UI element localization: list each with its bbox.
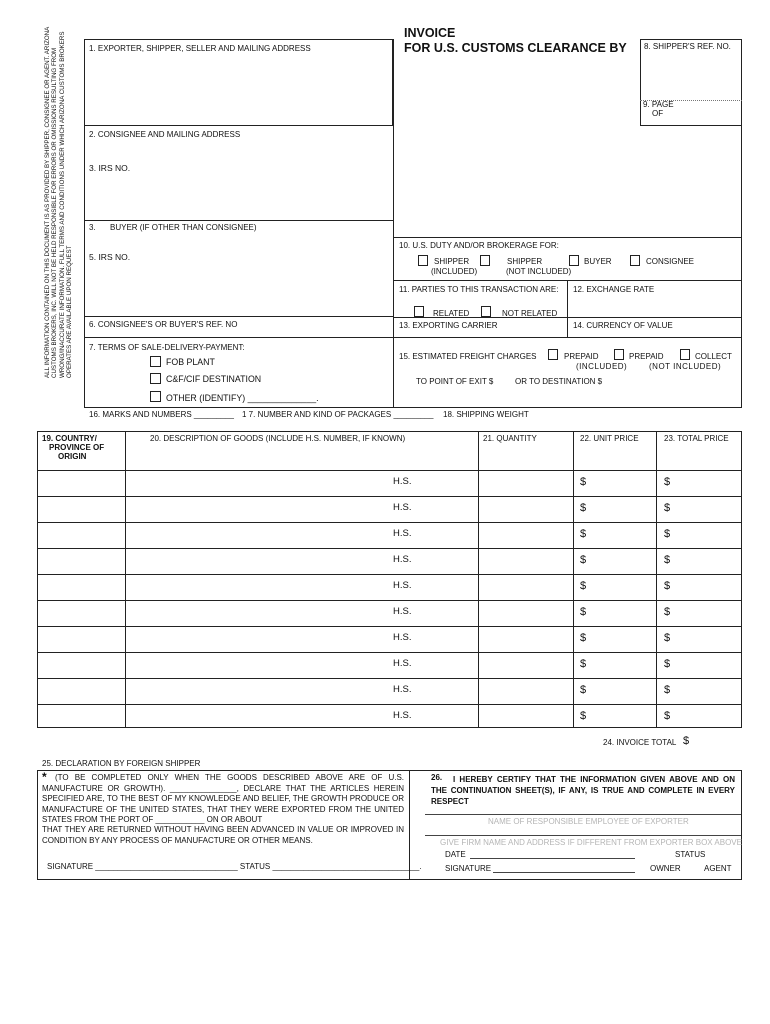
row-total-price[interactable]: $ [664,502,671,514]
row-hs[interactable]: H.S. [393,528,412,539]
divider-buyer [84,220,393,221]
label-prepaid-not-included: (NOT INCLUDED) [649,362,722,371]
label-page: 9. PAGE [643,100,674,109]
row-total-price[interactable]: $ [664,580,671,592]
table-row [37,704,742,705]
header-country: 19. COUNTRY/ [42,434,97,443]
row-hs[interactable]: H.S. [393,554,412,565]
row-unit-price[interactable]: $ [580,658,587,670]
label-cf: C&F/CIF DESTINATION [166,374,262,384]
label-declaration: 25. DECLARATION BY FOREIGN SHIPPER [42,759,201,768]
table-row [37,600,742,601]
form-title-line1: INVOICE [404,26,456,40]
checkbox-shipper-included[interactable] [418,255,428,266]
label-shipper-included: SHIPPER [434,257,470,266]
row-hs[interactable]: H.S. [393,710,412,721]
label-terms: 7. TERMS OF SALE-DELIVERY-PAYMENT: [89,343,245,352]
row-hs[interactable]: H.S. [393,476,412,487]
label-prepaid-1: PREPAID [564,352,599,361]
col-divider-1 [125,431,126,728]
label-weight: 18. SHIPPING WEIGHT [443,410,529,419]
signature-left[interactable]: SIGNATURE ________________________________ STATUS _________________________________. [47,862,422,871]
label-to-exit: TO POINT OF EXIT $ [416,377,494,386]
header-total-price: 23. TOTAL PRICE [664,434,729,443]
label-freight: 15. ESTIMATED FREIGHT CHARGES [399,352,537,361]
header-province: PROVINCE OF [49,443,105,452]
row-total-price[interactable]: $ [664,606,671,618]
label-collect: COLLECT [695,352,732,361]
row-unit-price[interactable]: $ [580,710,587,722]
checkbox-collect[interactable] [680,349,690,360]
decl-star: * [42,770,47,784]
col-divider-3 [573,431,574,728]
divider-13 [393,317,742,318]
checkbox-cf[interactable] [150,373,161,384]
row-unit-price[interactable]: $ [580,684,587,696]
label-date: DATE [445,850,466,859]
header-description: 20. DESCRIPTION OF GOODS (INCLUDE H.S. NUMBER, IF KNOWN) [150,434,406,443]
label-or-dest: OR TO DESTINATION $ [515,377,603,386]
label-buyer: BUYER (IF OTHER THAN CONSIGNEE) [110,223,257,232]
label-status: STATUS [675,850,706,859]
row-hs[interactable]: H.S. [393,580,412,591]
divider-6 [84,316,393,317]
label-prepaid-2: PREPAID [629,352,664,361]
goods-table [37,431,742,728]
invoice-total-dollar: $ [683,735,690,747]
table-row [37,626,742,627]
date-line[interactable] [470,858,635,859]
row-total-price[interactable]: $ [664,528,671,540]
table-row [37,652,742,653]
checkbox-not-related[interactable] [481,306,491,317]
label-page-of: OF [652,109,664,118]
row-total-price[interactable]: $ [664,710,671,722]
line-firm [425,835,741,836]
checkbox-related[interactable] [414,306,424,317]
label-related: RELATED [433,309,470,318]
row-total-price[interactable]: $ [664,684,671,696]
decl-text: (TO BE COMPLETED ONLY WHEN THE GOODS DESCRIBED ABOVE ARE OF U.S. MANUFACTURE OR GROWTH). _______________, DECLARE THAT THE ARTICLES HEREIN SPECIFIED ARE, TO THE BEST OF MY KNOWLEDGE AND BELIEF, THE GROWTH PRODUCE OR MANUFACTURE OF THE UNITED STATES, THAT THEY WERE EXPORTED FROM THE UNITED STATES FROM THE PORT OF ___________ ON OR ABOUT [42,773,404,824]
form-title-line2: FOR U.S. CUSTOMS CLEARANCE BY [404,41,627,55]
label-marks: 16. MARKS AND NUMBERS _________ [89,410,234,419]
row-unit-price[interactable]: $ [580,580,587,592]
label-irs-3: 3. IRS NO. [89,163,131,173]
label-currency: 14. CURRENCY OF VALUE [573,321,673,330]
label-carrier: 13. EXPORTING CARRIER [399,321,498,330]
divider-7 [84,337,742,338]
row-unit-price[interactable]: $ [580,554,587,566]
label-shipper-not-included: SHIPPER [507,257,543,266]
label-fob: FOB PLANT [166,357,215,367]
row-total-price[interactable]: $ [664,658,671,670]
table-row [37,470,742,471]
checkbox-buyer[interactable] [569,255,579,266]
label-invoice-total: 24. INVOICE TOTAL [603,738,677,747]
label-exporter: 1. EXPORTER, SHIPPER, SELLER AND MAILING ADDRESS [89,44,311,53]
col-divider-4 [656,431,657,728]
header-unit-price: 22. UNIT PRICE [580,434,639,443]
label-exchange-rate: 12. EXCHANGE RATE [573,285,655,294]
signature-line[interactable] [493,872,635,873]
certify-text: I HEREBY CERTIFY THAT THE INFORMATION GIVEN ABOVE AND ON THE CONTINUATION SHEET(S), IF ANY, IS TRUE AND COMPLETE IN EVERY RESPECT [431,775,735,806]
label-26-num: 26. [431,773,443,782]
line-emp [425,814,741,815]
row-unit-price[interactable]: $ [580,606,587,618]
label-duty: 10. U.S. DUTY AND/OR BROKERAGE FOR: [399,241,559,250]
label-consignee-check: CONSIGNEE [646,257,695,266]
row-unit-price[interactable]: $ [580,528,587,540]
checkbox-consignee[interactable] [630,255,640,266]
label-buyer-num: 3. [89,223,96,232]
table-row [37,522,742,523]
label-parties: 11. PARTIES TO THIS TRANSACTION ARE: [399,285,559,294]
label-firm-name: GIVE FIRM NAME AND ADDRESS IF DIFFERENT FROM EXPORTER BOX ABOVE [440,838,742,847]
divider-11-12 [567,280,568,337]
checkbox-fob[interactable] [150,356,161,367]
divider-16 [84,407,742,408]
row-hs[interactable]: H.S. [393,684,412,695]
vertical-divider [393,39,394,408]
checkbox-shipper-not-included[interactable] [480,255,490,266]
row-hs[interactable]: H.S. [393,606,412,617]
label-ref-no: 6. CONSIGNEE'S OR BUYER'S REF. NO [89,320,238,329]
label-shipper-ref: 8. SHIPPER'S REF. NO. [644,42,731,51]
label-consignee: 2. CONSIGNEE AND MAILING ADDRESS [89,130,241,139]
row-unit-price[interactable]: $ [580,476,587,488]
row-unit-price[interactable]: $ [580,502,587,514]
header-quantity: 21. QUANTITY [483,434,537,443]
label-signature: SIGNATURE [445,864,492,873]
label-not-included: (NOT INCLUDED) [506,267,572,276]
label-prepaid-included: (INCLUDED) [576,362,628,371]
table-row [37,574,742,575]
header-origin: ORIGIN [58,452,87,461]
decl-text-2: THAT THEY ARE RETURNED WITHOUT HAVING BEEN ADVANCED IN VALUE OR IMPROVED IN CONDITION BY ANY PROCESS OF MANUFACTURE OR OTHER MEANS. [42,825,404,845]
row-unit-price[interactable]: $ [580,632,587,644]
label-not-related: NOT RELATED [502,309,558,318]
checkbox-other[interactable] [150,391,161,402]
table-row [37,678,742,679]
col-divider-2 [478,431,479,728]
row-total-price[interactable]: $ [664,554,671,566]
table-row [37,548,742,549]
label-emp-name: NAME OF RESPONSIBLE EMPLOYEE OF EXPORTER [488,817,689,826]
label-packages: 1 7. NUMBER AND KIND OF PACKAGES _________ [242,410,434,419]
label-agent: AGENT [704,864,732,873]
label-irs-5: 5. IRS NO. [89,252,131,262]
row-hs[interactable]: H.S. [393,632,412,643]
label-other: OTHER (IDENTIFY) ______________. [166,393,319,403]
row-hs[interactable]: H.S. [393,502,412,513]
row-total-price[interactable]: $ [664,632,671,644]
divider-10 [393,237,742,238]
side-disclaimer: ALL INFORMATION CONTAINED ON THIS DOCUMENT IS AS PROVIDED BY SHIPPER, CONSIGNEE OR AGENT. ARIZONA CUSTOMS BROKERS, INC. WILL NOT BE HELD RESPONSIBLE FOR ERRORS OR OMISSIONS RESULTING FROM WRONG/INACCURATE INFORMATION. FULL TERMS AND CONDITIONS UNDER WHICH ARIZONA CUSTOMS BROKERS OPERATES ARE AVAILABLE UPON REQUEST [44,27,74,378]
label-buyer-check: BUYER [584,257,612,266]
label-owner: OWNER [650,864,681,873]
row-total-price[interactable]: $ [664,476,671,488]
row-hs[interactable]: H.S. [393,658,412,669]
table-row [37,496,742,497]
checkbox-prepaid-included[interactable] [548,349,558,360]
checkbox-prepaid-not-included[interactable] [614,349,624,360]
label-included: (INCLUDED) [431,267,478,276]
